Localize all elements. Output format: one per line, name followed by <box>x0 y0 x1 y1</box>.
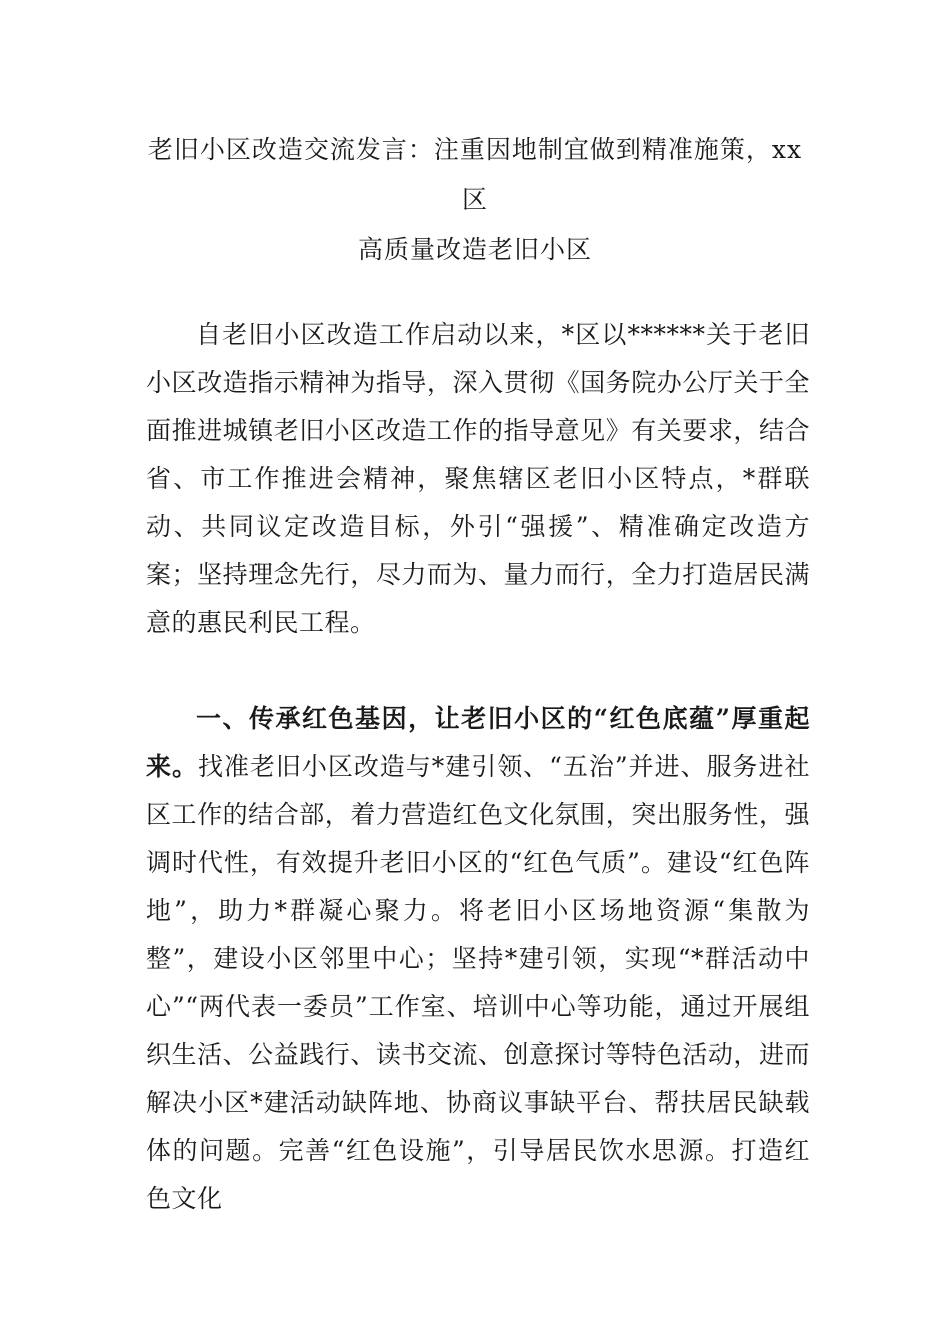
title-line-2: 高质量改造老旧小区 <box>357 235 592 264</box>
intro-paragraph: 自老旧小区改造工作启动以来，*区以******关于老旧小区改造指示精神为指导，深入贯彻《国务院办公厅关于全面推进城镇老旧小区改造工作的指导意见》有关要求，结合省、市工作推进会精神，聚焦辖区老旧小区特点，*群联动、共同议定改造目标，外引“强援”、精准确定改造方案；坚持理念先行，尽力而为、量力而行，全力打造居民满意的惠民利民工程。 <box>146 320 810 637</box>
section-1-body: 找准老旧小区改造与*建引领、“五治”并进、服务进社区工作的结合部，着力营造红色文化氛围，突出服务性，强调时代性，有效提升老旧小区的“红色气质”。建设“红色阵地”，助力*群凝心聚力。将老旧小区场地资源“集散为整”，建设小区邻里中心；坚持*建引领，实现“*群活动中心”“两代表一委员”工作室、培训中心等功能，通过开展组织生活、公益践行、读书交流、创意探讨等特色活动，进而解决小区*建活动缺阵地、协商议事缺平台、帮扶居民缺载体的问题。完善“红色设施”，引导居民饮水思源。打造红色文化 <box>146 752 810 1213</box>
document-title <box>140 125 810 275</box>
title-line-1: 老旧小区改造交流发言：注重因地制宜做到精准施策，xx区 <box>147 135 803 214</box>
section-1-paragraph <box>146 695 810 1223</box>
section-1-heading: 一、传承红色基因，让老旧小区的“红色底蕴”厚重起来。 <box>146 704 810 781</box>
